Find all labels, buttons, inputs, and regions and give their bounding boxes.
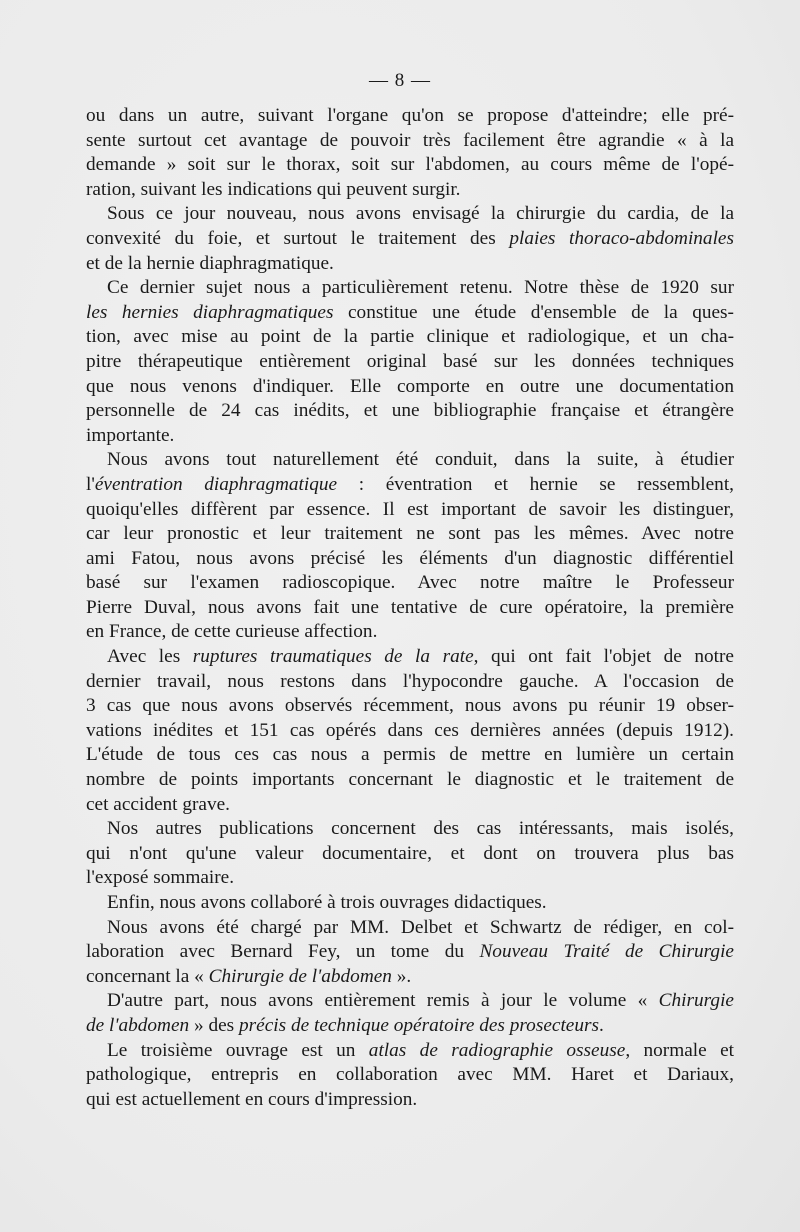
- text-line: [86, 620, 734, 645]
- text-segment: ».: [391, 965, 412, 987]
- text-line: [86, 940, 734, 965]
- text-segment: laboration avec Bernard Fey, un tome du: [86, 941, 480, 963]
- text-line: [86, 743, 734, 768]
- italic-title: plaies thoraco-abdominales: [509, 227, 734, 249]
- italic-title: Nouveau Traité de Chirurgie: [479, 941, 734, 963]
- text-line: [86, 891, 734, 916]
- text-segment: ami Fatou, nous avons précisé les éléments d'un diagnostic différentiel: [86, 547, 734, 569]
- text-line: [86, 448, 734, 473]
- italic-title: précis de technique opératoire des prosecteurs: [239, 1014, 600, 1036]
- text-segment: Le troisième ouvrage est un: [107, 1039, 369, 1061]
- paragraph: [86, 645, 734, 817]
- text-line: [86, 498, 734, 523]
- text-segment: Nous avons été chargé par MM. Delbet et Schwartz de rédiger, en col-: [107, 916, 734, 938]
- text-segment: convexité du foie, et surtout le traitement des: [86, 227, 510, 249]
- italic-title: éventration diaphragmatique: [94, 473, 338, 495]
- text-segment: pitre thérapeutique entièrement original basé sur les données techniques: [86, 350, 734, 372]
- text-segment: .: [599, 1014, 604, 1036]
- text-segment: 3 cas que nous avons observés récemment, nous avons pu réunir 19 obser-: [86, 695, 734, 717]
- text-line: [86, 399, 734, 424]
- text-line: [86, 1014, 734, 1039]
- text-line: [86, 719, 734, 744]
- text-segment: car leur pronostic et leur traitement ne sont pas les mêmes. Avec notre: [86, 523, 734, 545]
- text-segment: constitue une étude d'ensemble de la ques-: [333, 301, 734, 323]
- text-segment: sente surtout cet avantage de pouvoir très facilement être agrandie « à la: [86, 129, 734, 151]
- italic-title: Chirurgie de l'abdomen: [208, 965, 392, 987]
- text-line: [86, 1063, 734, 1088]
- italic-title: Chirurgie: [658, 990, 734, 1012]
- text-line: [86, 817, 734, 842]
- text-line: [86, 473, 734, 498]
- text-segment: que nous venons d'indiquer. Elle comporte en outre une documentation: [86, 375, 734, 397]
- text-segment: Sous ce jour nouveau, nous avons envisagé la chirurgie du cardia, de la: [107, 203, 734, 225]
- text-segment: Avec les: [107, 646, 193, 668]
- page-number: — 8 —: [369, 70, 431, 91]
- paragraph: [86, 989, 734, 1038]
- paragraph: [86, 817, 734, 891]
- text-segment: ration, suivant les indications qui peuvent surgir.: [86, 178, 461, 200]
- paragraph: [86, 276, 734, 448]
- text-line: [86, 129, 734, 154]
- text-line: [86, 375, 734, 400]
- text-segment: L'étude de tous ces cas nous a permis de mettre en lumière un certain: [86, 744, 734, 766]
- text-segment: ou dans un autre, suivant l'organe qu'on se propose d'atteindre; elle pré-: [86, 105, 734, 126]
- text-line: [86, 989, 734, 1014]
- text-segment: qui est actuellement en cours d'impression.: [86, 1088, 418, 1110]
- text-line: [86, 301, 734, 326]
- text-segment: , qui ont fait l'objet de notre: [473, 646, 734, 668]
- text-segment: Nos autres publications concernent des cas intéressants, mais isolés,: [107, 818, 734, 840]
- text-segment: vations inédites et 151 cas opérés dans ces dernières années (depuis 1912).: [86, 719, 734, 741]
- text-line: [86, 522, 734, 547]
- text-line: [86, 104, 734, 129]
- paragraph: [86, 448, 734, 645]
- text-segment: tion, avec mise au point de la partie clinique et radiologique, et un cha-: [86, 326, 734, 348]
- text-segment: nombre de points importants concernant le diagnostic et le traitement de: [86, 769, 734, 791]
- text-segment: basé sur l'examen radioscopique. Avec notre maître le Professeur: [86, 572, 734, 594]
- italic-title: de l'abdomen: [86, 1014, 190, 1036]
- paragraph: [86, 916, 734, 990]
- text-line: [86, 866, 734, 891]
- text-segment: concernant la «: [86, 965, 209, 987]
- text-segment: cet accident grave.: [86, 793, 230, 815]
- italic-title: les hernies diaphragmatiques: [86, 301, 334, 323]
- text-line: [86, 252, 734, 277]
- text-line: [86, 178, 734, 203]
- text-line: [86, 153, 734, 178]
- text-segment: en France, de cette curieuse affection.: [86, 621, 378, 643]
- text-line: [86, 596, 734, 621]
- text-line: [86, 768, 734, 793]
- text-segment: qui n'ont qu'une valeur documentaire, et dont on trouvera plus bas: [86, 842, 734, 864]
- text-line: [86, 424, 734, 449]
- text-line: [86, 694, 734, 719]
- text-line: [86, 227, 734, 252]
- text-line: [86, 325, 734, 350]
- text-line: [86, 670, 734, 695]
- text-line: [86, 793, 734, 818]
- text-segment: Enfin, nous avons collaboré à trois ouvrages didactiques.: [107, 892, 547, 913]
- text-line: [86, 276, 734, 301]
- paragraph: [86, 202, 734, 276]
- text-line: [86, 202, 734, 227]
- text-segment: , normale et: [625, 1039, 734, 1061]
- text-segment: dernier travail, nous restons dans l'hypocondre gauche. A l'occasion de: [86, 670, 734, 692]
- text-segment: l'exposé sommaire.: [86, 867, 235, 889]
- text-segment: Pierre Duval, nous avons fait une tentative de cure opératoire, la première: [86, 596, 734, 618]
- body-text: [86, 104, 734, 1112]
- text-segment: D'autre part, nous avons entièrement remis à jour le volume «: [107, 990, 659, 1012]
- text-line: [86, 1088, 734, 1113]
- text-line: [86, 571, 734, 596]
- text-segment: personnelle de 24 cas inédits, et une bibliographie française et étrangère: [86, 400, 734, 422]
- text-line: [86, 645, 734, 670]
- text-segment: Ce dernier sujet nous a particulièrement retenu. Notre thèse de 1920 sur: [107, 277, 734, 299]
- text-line: [86, 350, 734, 375]
- text-segment: quoiqu'elles diffèrent par essence. Il est important de savoir les distinguer,: [86, 498, 734, 520]
- text-line: [86, 547, 734, 572]
- text-segment: pathologique, entrepris en collaboration avec MM. Haret et Dariaux,: [86, 1064, 734, 1086]
- paragraph: [86, 104, 734, 202]
- text-segment: et de la hernie diaphragmatique.: [86, 252, 334, 274]
- text-segment: demande » soit sur le thorax, soit sur l'abdomen, au cours même de l'opé-: [86, 154, 734, 176]
- italic-title: ruptures traumatiques de la rate: [192, 646, 474, 668]
- italic-title: atlas de radiographie osseuse: [368, 1039, 626, 1061]
- text-segment: : éventration et hernie se ressemblent,: [337, 473, 734, 495]
- text-line: [86, 842, 734, 867]
- text-line: [86, 916, 734, 941]
- text-segment: l': [86, 473, 95, 495]
- text-segment: Nous avons tout naturellement été conduit, dans la suite, à étudier: [107, 449, 734, 471]
- text-segment: » des: [189, 1014, 239, 1036]
- text-line: [86, 965, 734, 990]
- text-segment: importante.: [86, 424, 175, 446]
- text-line: [86, 1039, 734, 1064]
- paragraph: [86, 1039, 734, 1113]
- paragraph: [86, 891, 734, 916]
